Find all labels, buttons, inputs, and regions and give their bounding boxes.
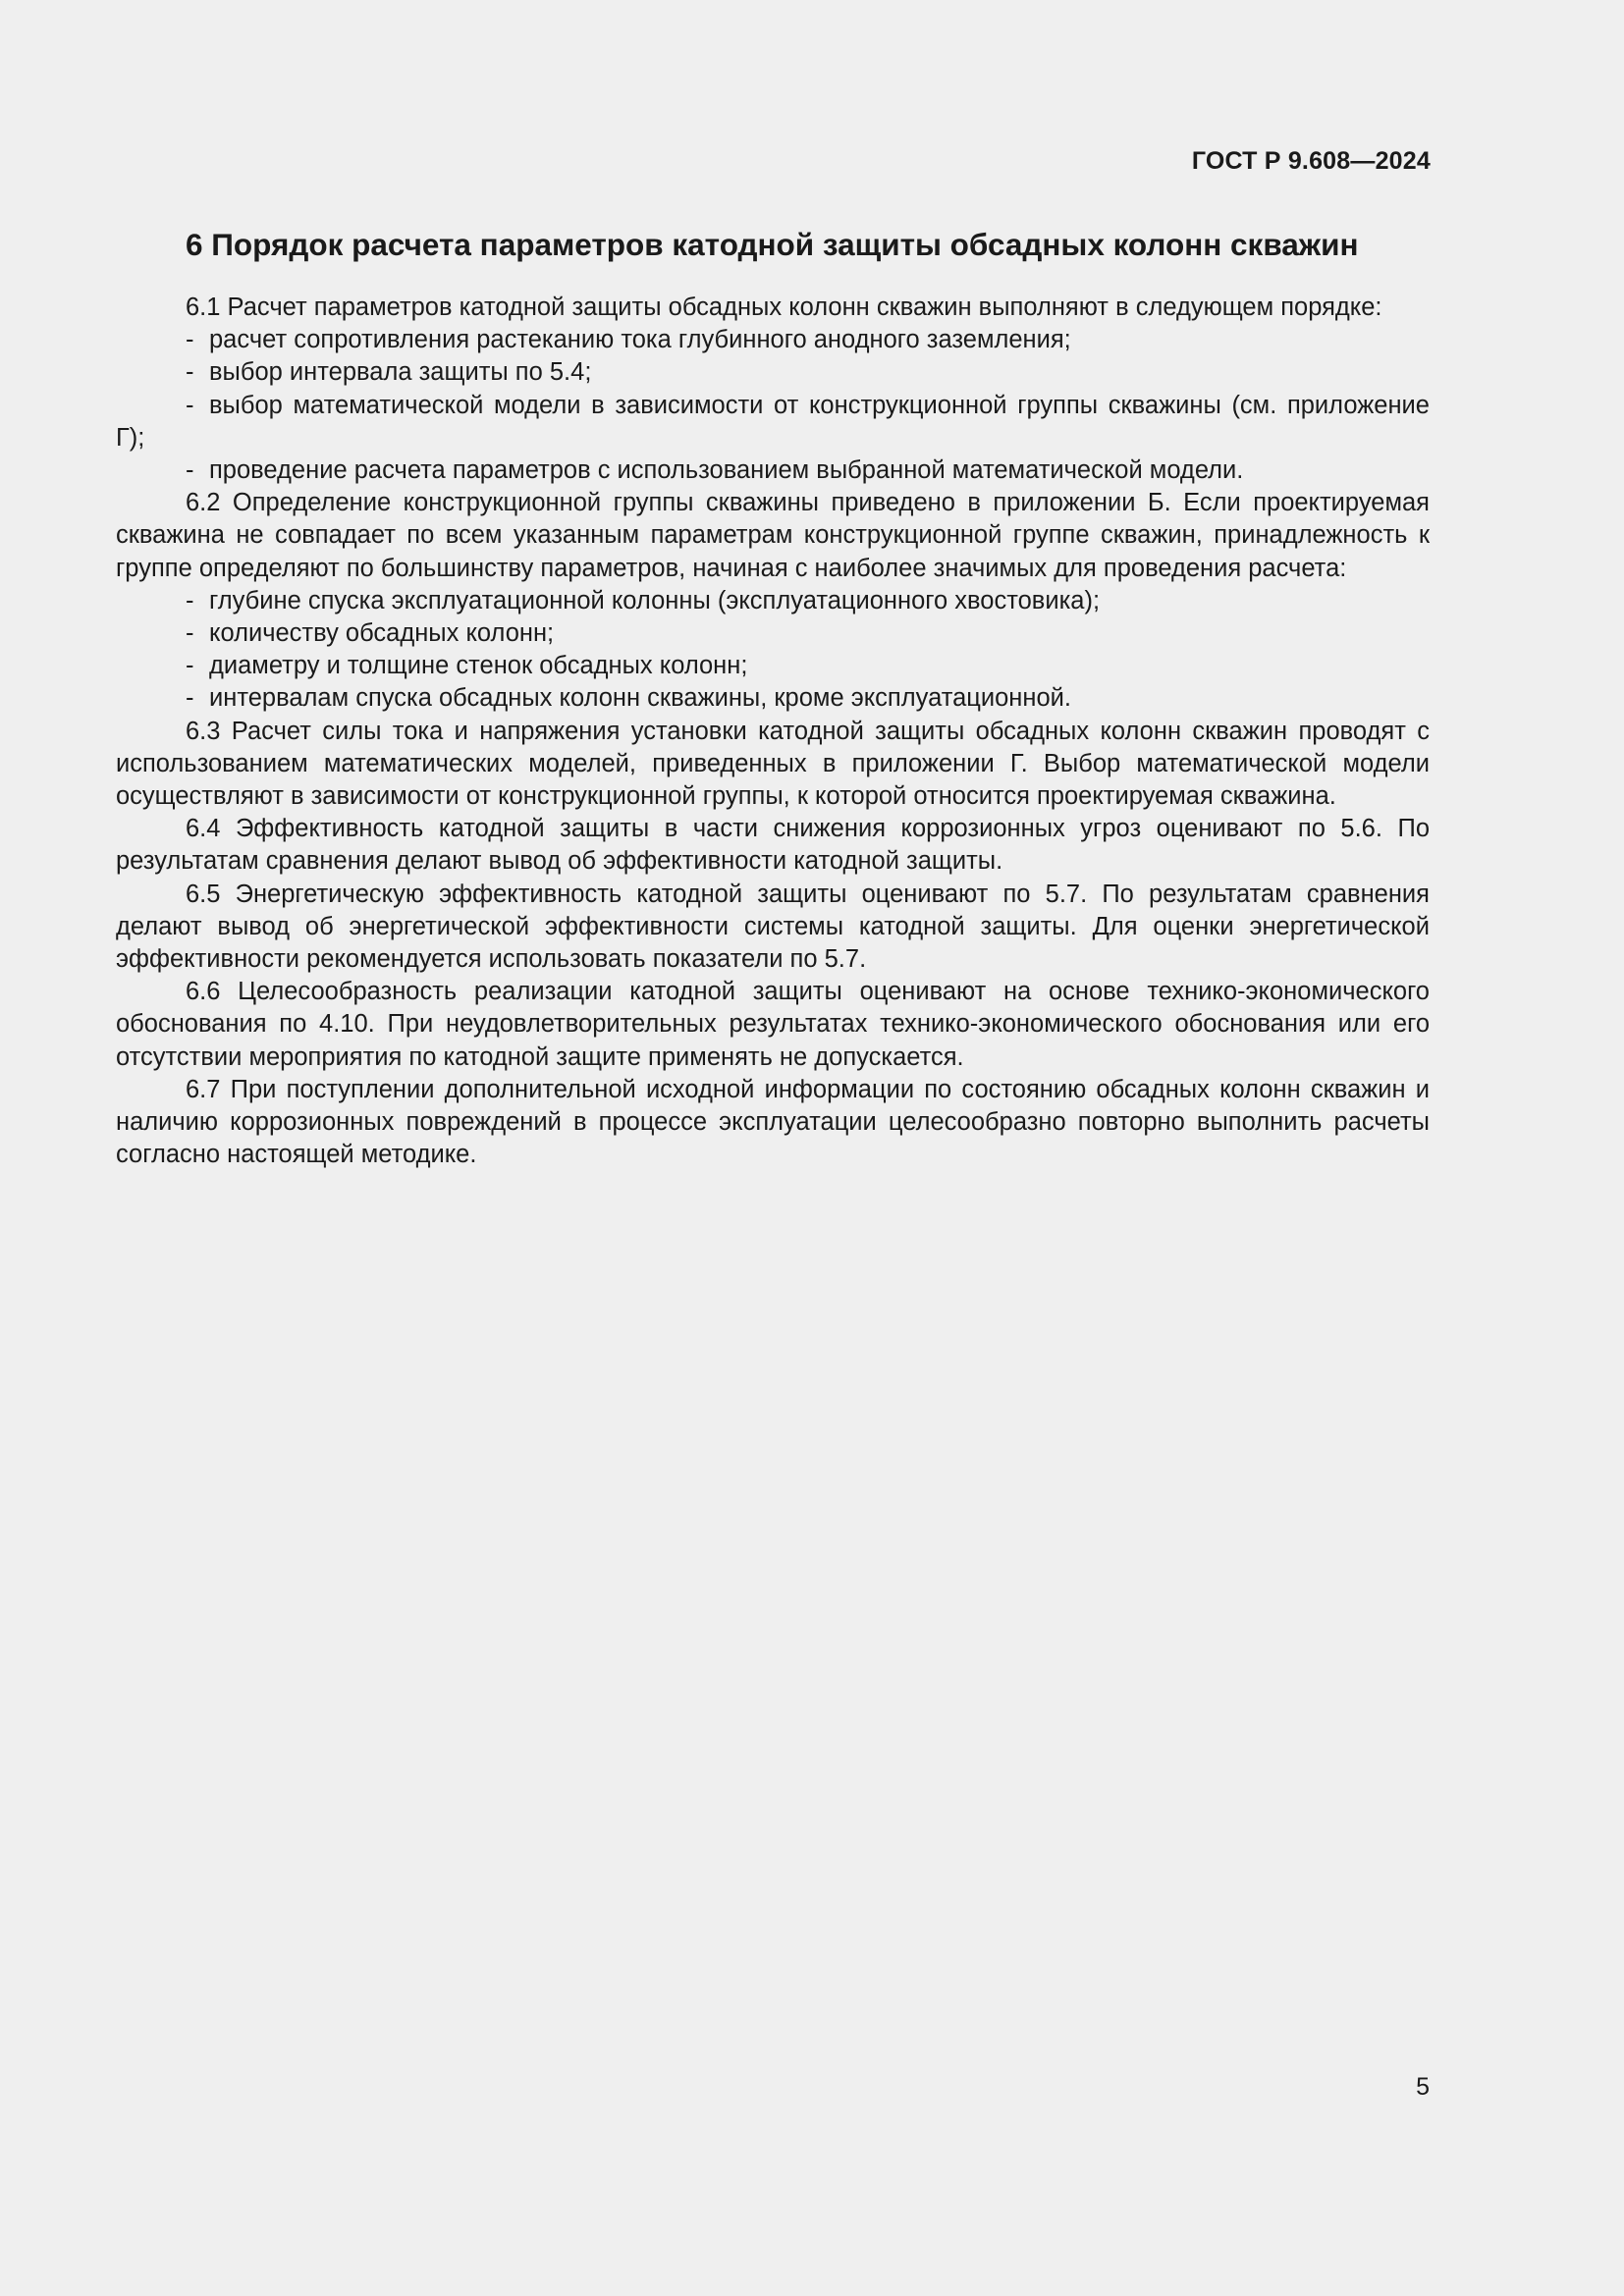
paragraph-6-2: 6.2 Определение конструкционной группы скважины приведено в приложении Б. Если проектируемая скважина не совпадает по всем указанным параметрам конструкционной группе скважин, принадлежность к группе определяют по большинству параметров, начиная с наиболее значимых для проведения расчета: [116, 489, 1430, 582]
section-title: 6 Порядок расчета параметров катодной защиты обсадных колонн скважин [186, 227, 1359, 262]
list-item [116, 356, 1430, 389]
list-dash: - [186, 456, 194, 485]
page-content [116, 224, 1430, 1171]
list-item [116, 390, 1430, 454]
list-item-text: проведение расчета параметров с использованием выбранной математической модели. [209, 456, 1244, 485]
list-dash: - [186, 619, 194, 648]
list-item-text: выбор математической модели в зависимости от конструкционной группы скважины (см. приложение Г); [116, 391, 1430, 452]
list-item-text: интервалам спуска обсадных колонн скважины, кроме эксплуатационной. [209, 684, 1071, 713]
list-item [116, 454, 1430, 487]
list-item [116, 324, 1430, 356]
list-dash: - [186, 586, 194, 614]
list-item-text: глубине спуска эксплуатационной колонны (эксплуатационного хвостовика); [209, 586, 1101, 614]
list-dash: - [186, 391, 194, 419]
list-item-text: количеству обсадных колонн; [209, 619, 555, 648]
paragraph-6-7: 6.7 При поступлении дополнительной исходной информации по состоянию обсадных колонн скважин и наличию коррозионных повреждений в процессе эксплуатации целесообразно повторно выполнить расчеты согласно настоящей методике. [116, 1075, 1430, 1169]
list-dash: - [186, 326, 194, 354]
list-item [116, 682, 1430, 715]
list-item-text: диаметру и толщине стенок обсадных колонн; [209, 652, 748, 680]
list-item-text: расчет сопротивления растеканию тока глубинного анодного заземления; [209, 326, 1071, 354]
paragraph-6-5: 6.5 Энергетическую эффективность катодной защиты оценивают по 5.7. По результатам сравнения делают вывод об энергетической эффективности системы катодной защиты. Для оценки энергетической эффективности рекомендуется использовать показатели по 5.7. [116, 880, 1430, 974]
paragraph-6-6: 6.6 Целесообразность реализации катодной защиты оценивают на основе технико-экономического обоснования по 4.10. При неудовлетворительных результатах технико-экономического обоснования или его отсутствии мероприятия по катодной защите применять не допускается. [116, 978, 1430, 1071]
list-item [116, 617, 1430, 650]
page-number: 5 [1416, 2073, 1430, 2101]
list-dash: - [186, 684, 194, 713]
list-item-text: выбор интервала защиты по 5.4; [209, 358, 592, 387]
paragraph-6-1: 6.1 Расчет параметров катодной защиты обсадных колонн скважин выполняют в следующем порядке: [186, 294, 1382, 321]
document-code: ГОСТ Р 9.608—2024 [1191, 147, 1431, 175]
list-item [116, 650, 1430, 682]
list-item [116, 585, 1430, 617]
list-dash: - [186, 358, 194, 387]
list-dash: - [186, 652, 194, 680]
paragraph-6-4: 6.4 Эффективность катодной защиты в части снижения коррозионных угроз оценивают по 5.6. По результатам сравнения делают вывод об эффективности катодной защиты. [116, 815, 1430, 876]
paragraph-6-3: 6.3 Расчет силы тока и напряжения установки катодной защиты обсадных колонн скважин проводят с использованием математических моделей, приведенных в приложении Г. Выбор математической модели осуществляют в зависимости от конструкционной группы, к которой относится проектируемая скважина. [116, 717, 1430, 811]
